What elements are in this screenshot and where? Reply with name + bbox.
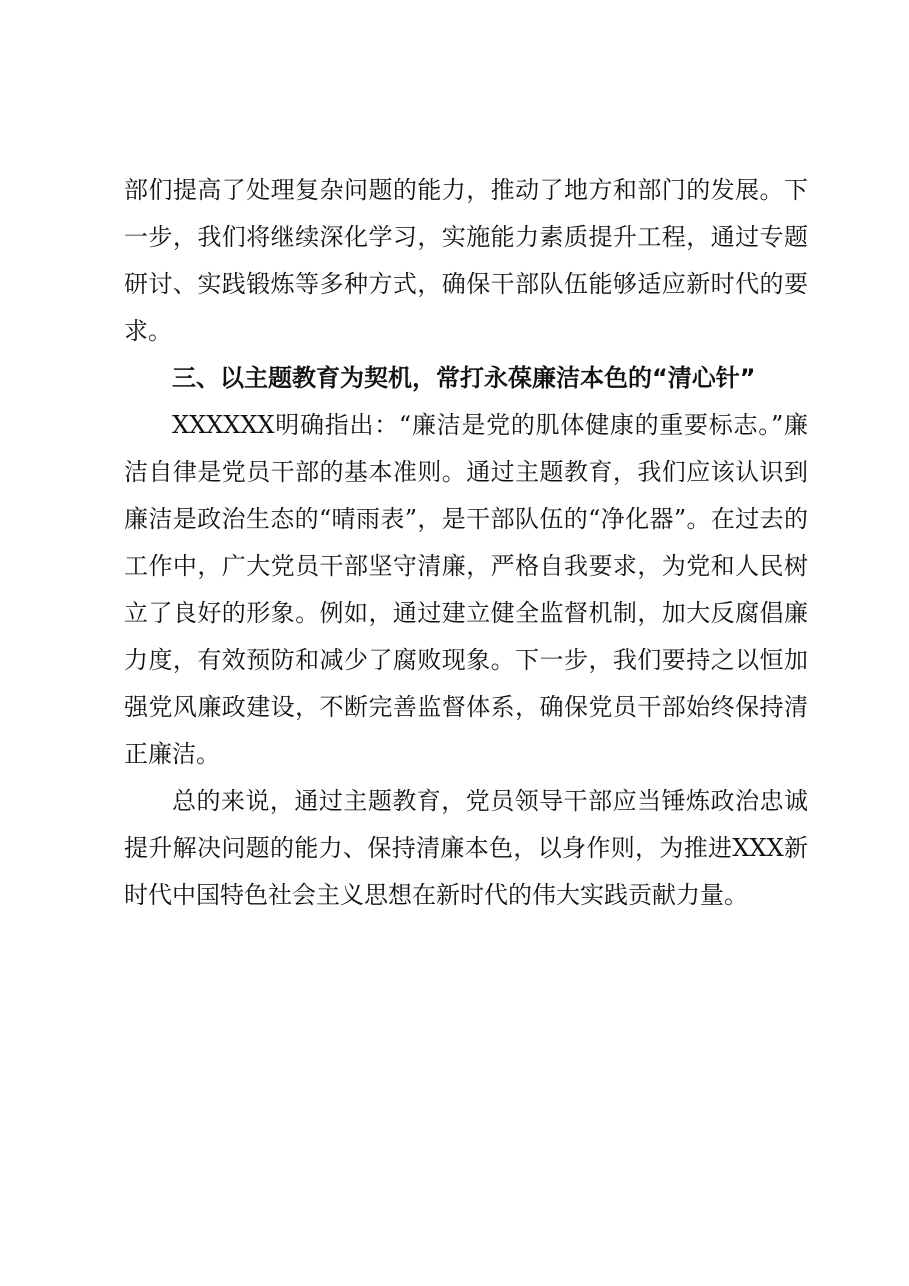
continuation-paragraph: 部们提高了处理复杂问题的能力，推动了地方和部门的发展。下一步，我们将继续深化学习，实施能力素质提升工程，通过专题研讨、实践锻炼等多种方式，确保干部队伍能够适应新时代的要求。 bbox=[124, 176, 808, 345]
section-three-heading: 三、以主题教育为契机，常打永葆廉洁本色的“清心针” bbox=[172, 364, 756, 392]
conclusion-paragraph: 总的来说，通过主题教育，党员领导干部应当锤炼政治忠诚提升解决问题的能力、保持清廉本色，以身作则，为推进XXX新时代中国特色社会主义思想在新时代的伟大实践贡献力量。 bbox=[124, 787, 808, 909]
section-three-paragraph: XXXXXX明确指出：“廉洁是党的肌体健康的重要标志。”廉洁自律是党员干部的基本准则。通过主题教育，我们应该认识到廉洁是政治生态的“晴雨表”，是干部队伍的“净化器”。在过去的工作中，广大党员干部坚守清廉，严格自我要求，为党和人民树立了良好的形象。例如，通过建立健全监督机制，加大反腐倡廉力度，有效预防和减少了腐败现象。下一步，我们要持之以恒加强党风廉政建设，不断完善监督体系，确保党员干部始终保持清正廉洁。 bbox=[124, 411, 808, 768]
document-body bbox=[124, 167, 808, 919]
